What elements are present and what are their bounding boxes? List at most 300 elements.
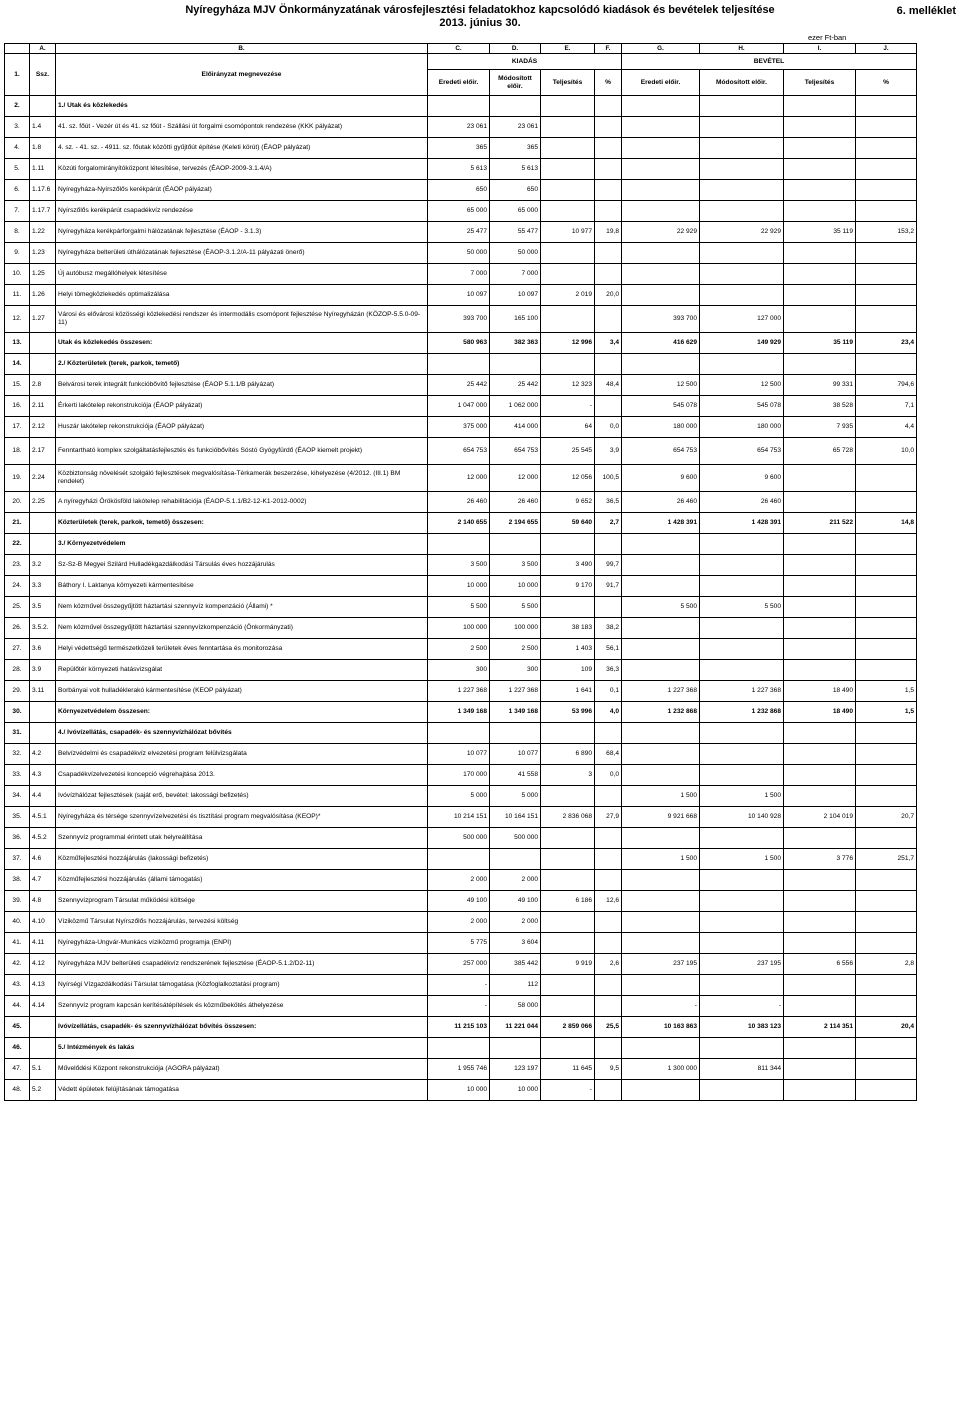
kiadas-pct <box>595 1038 622 1059</box>
kiadas-teljesites <box>541 180 595 201</box>
bevetel-eredeti <box>622 159 700 180</box>
bevetel-pct: 1,5 <box>856 681 917 702</box>
kiadas-modositott: 10 077 <box>490 744 541 765</box>
kiadas-modositott: 100 000 <box>490 618 541 639</box>
kiadas-modositott: 10 000 <box>490 576 541 597</box>
row-description: Belvízvédelmi és csapadékvíz elvezetési program felülvizsgálata <box>56 744 428 765</box>
row-ssz: 4.4 <box>30 786 56 807</box>
bevetel-modositott <box>700 723 784 744</box>
row-number: 41. <box>5 933 30 954</box>
row-ssz: 4.3 <box>30 765 56 786</box>
bevetel-modositott <box>700 660 784 681</box>
row-ssz: 2.24 <box>30 465 56 492</box>
bevetel-pct <box>856 1080 917 1101</box>
bevetel-modositott: 26 460 <box>700 492 784 513</box>
kiadas-pct <box>595 138 622 159</box>
row-description: Új autóbusz megállóhelyek létesítése <box>56 264 428 285</box>
bevetel-modositott <box>700 765 784 786</box>
kiadas-teljesites: 53 996 <box>541 702 595 723</box>
bevetel-eredeti <box>622 933 700 954</box>
row-ssz: 2.8 <box>30 375 56 396</box>
bevetel-teljesites <box>784 660 856 681</box>
kiadas-modositott: 112 <box>490 975 541 996</box>
kiadas-teljesites: 3 <box>541 765 595 786</box>
table-row <box>5 222 917 243</box>
row-ssz: 4.5.2 <box>30 828 56 849</box>
row-description: Nyíregyháza kerékpárforgalmi hálózatának fejlesztése (ÉAOP - 3.1.3) <box>56 222 428 243</box>
kiadas-modositott: 5 000 <box>490 786 541 807</box>
row-description: Nem közművel összegyűjtött háztartási szennyvíz kompenzáció (Állami) * <box>56 597 428 618</box>
kiadas-pct: 3,4 <box>595 333 622 354</box>
table-row <box>5 702 917 723</box>
table-row <box>5 1017 917 1038</box>
bevetel-pct <box>856 996 917 1017</box>
kiadas-teljesites <box>541 723 595 744</box>
table-row <box>5 534 917 555</box>
bevetel-teljesites: 7 935 <box>784 417 856 438</box>
header-ssz: Ssz. <box>30 54 56 96</box>
row-number: 39. <box>5 891 30 912</box>
row-ssz: 2.25 <box>30 492 56 513</box>
col-letter: D. <box>490 44 541 54</box>
bevetel-teljesites <box>784 180 856 201</box>
kiadas-modositott: 1 062 000 <box>490 396 541 417</box>
row-description: Utak és közlekedés összesen: <box>56 333 428 354</box>
kiadas-eredeti: 1 955 746 <box>428 1059 490 1080</box>
table-row <box>5 618 917 639</box>
bevetel-eredeti: 10 163 863 <box>622 1017 700 1038</box>
bevetel-eredeti <box>622 354 700 375</box>
bevetel-teljesites: 38 528 <box>784 396 856 417</box>
row-number: 34. <box>5 786 30 807</box>
kiadas-eredeti: 2 140 655 <box>428 513 490 534</box>
row-ssz <box>30 1017 56 1038</box>
row-description: Borbányai volt hulladéklerakó kármentesítése (KEOP pályázat) <box>56 681 428 702</box>
kiadas-eredeti: - <box>428 996 490 1017</box>
row-ssz: 4.2 <box>30 744 56 765</box>
kiadas-modositott: 49 100 <box>490 891 541 912</box>
bevetel-teljesites <box>784 138 856 159</box>
kiadas-teljesites <box>541 138 595 159</box>
kiadas-pct <box>595 264 622 285</box>
col-letter: H. <box>700 44 784 54</box>
bevetel-modositott: 1 500 <box>700 786 784 807</box>
row-number: 20. <box>5 492 30 513</box>
row-ssz: 3.9 <box>30 660 56 681</box>
bevetel-modositott <box>700 744 784 765</box>
bevetel-eredeti: 180 000 <box>622 417 700 438</box>
row-ssz: 4.8 <box>30 891 56 912</box>
row-description: Közműfejlesztési hozzájárulás (állami támogatás) <box>56 870 428 891</box>
table-row <box>5 1080 917 1101</box>
bevetel-modositott: 149 929 <box>700 333 784 354</box>
bevetel-teljesites <box>784 96 856 117</box>
row-description: Nyíregyháza és térsége szennyvízelvezetési és tisztítási program megvalósítása (KEOP)* <box>56 807 428 828</box>
header-teljesites: Teljesítés <box>784 70 856 96</box>
kiadas-modositott: 165 100 <box>490 306 541 333</box>
bevetel-modositott <box>700 1038 784 1059</box>
kiadas-eredeti: 11 215 103 <box>428 1017 490 1038</box>
kiadas-teljesites: 1 403 <box>541 639 595 660</box>
kiadas-teljesites: 38 183 <box>541 618 595 639</box>
row-description: Ivóvízhálózat fejlesztések (saját erő, bevétel: lakossági befizetés) <box>56 786 428 807</box>
table-row <box>5 375 917 396</box>
kiadas-modositott: 1 349 168 <box>490 702 541 723</box>
bevetel-eredeti: 12 500 <box>622 375 700 396</box>
bevetel-eredeti: 1 300 000 <box>622 1059 700 1080</box>
kiadas-pct <box>595 1080 622 1101</box>
row-number: 27. <box>5 639 30 660</box>
bevetel-eredeti <box>622 201 700 222</box>
bevetel-pct: 794,6 <box>856 375 917 396</box>
bevetel-teljesites <box>784 765 856 786</box>
bevetel-teljesites <box>784 975 856 996</box>
header-modositott: Módosított előir. <box>700 70 784 96</box>
kiadas-modositott: 382 363 <box>490 333 541 354</box>
header-eredeti: Eredeti előir. <box>428 70 490 96</box>
bevetel-pct <box>856 660 917 681</box>
kiadas-modositott: 58 000 <box>490 996 541 1017</box>
kiadas-modositott <box>490 534 541 555</box>
kiadas-modositott: 55 477 <box>490 222 541 243</box>
kiadas-teljesites: 3 490 <box>541 555 595 576</box>
kiadas-teljesites: 6 890 <box>541 744 595 765</box>
bevetel-eredeti <box>622 555 700 576</box>
table-row <box>5 438 917 465</box>
row-number: 45. <box>5 1017 30 1038</box>
kiadas-teljesites: - <box>541 396 595 417</box>
kiadas-teljesites: 25 545 <box>541 438 595 465</box>
row-number: 26. <box>5 618 30 639</box>
kiadas-teljesites <box>541 117 595 138</box>
kiadas-pct: 38,2 <box>595 618 622 639</box>
row-description: Közterületek (terek, parkok, temető) összesen: <box>56 513 428 534</box>
row-number: 21. <box>5 513 30 534</box>
column-letters-row <box>5 44 917 54</box>
kiadas-pct <box>595 975 622 996</box>
row-number: 35. <box>5 807 30 828</box>
bevetel-eredeti: 654 753 <box>622 438 700 465</box>
bevetel-teljesites <box>784 639 856 660</box>
table-row <box>5 243 917 264</box>
bevetel-eredeti: 1 500 <box>622 849 700 870</box>
bevetel-pct <box>856 975 917 996</box>
row-number: 19. <box>5 465 30 492</box>
row-number: 5. <box>5 159 30 180</box>
kiadas-teljesites <box>541 933 595 954</box>
header-name: Előirányzat megnevezése <box>56 54 428 96</box>
row-number: 2. <box>5 96 30 117</box>
bevetel-eredeti: 545 078 <box>622 396 700 417</box>
table-row <box>5 975 917 996</box>
row-description: Báthory I. Laktanya környezeti kármentesítése <box>56 576 428 597</box>
col-letter: J. <box>856 44 917 54</box>
table-row <box>5 870 917 891</box>
row-ssz: 1.23 <box>30 243 56 264</box>
bevetel-eredeti <box>622 117 700 138</box>
table-row <box>5 1059 917 1080</box>
bevetel-modositott: 1 227 368 <box>700 681 784 702</box>
kiadas-pct <box>595 306 622 333</box>
row-number: 29. <box>5 681 30 702</box>
bevetel-teljesites: 6 556 <box>784 954 856 975</box>
row-number: 6. <box>5 180 30 201</box>
bevetel-modositott: 180 000 <box>700 417 784 438</box>
kiadas-modositott: 10 164 151 <box>490 807 541 828</box>
bevetel-pct <box>856 159 917 180</box>
kiadas-pct <box>595 396 622 417</box>
bevetel-teljesites <box>784 1080 856 1101</box>
kiadas-pct: 100,5 <box>595 465 622 492</box>
kiadas-teljesites <box>541 1038 595 1059</box>
table-row <box>5 180 917 201</box>
bevetel-eredeti <box>622 96 700 117</box>
bevetel-modositott <box>700 534 784 555</box>
row-description: 2./ Közterületek (terek, parkok, temető) <box>56 354 428 375</box>
bevetel-modositott: 127 000 <box>700 306 784 333</box>
bevetel-pct <box>856 1059 917 1080</box>
bevetel-modositott <box>700 354 784 375</box>
kiadas-pct: 36,3 <box>595 660 622 681</box>
kiadas-teljesites: 109 <box>541 660 595 681</box>
bevetel-teljesites: 99 331 <box>784 375 856 396</box>
bevetel-modositott <box>700 828 784 849</box>
kiadas-teljesites <box>541 264 595 285</box>
bevetel-modositott <box>700 138 784 159</box>
bevetel-teljesites: 2 114 351 <box>784 1017 856 1038</box>
kiadas-modositott: 10 000 <box>490 1080 541 1101</box>
row-number: 48. <box>5 1080 30 1101</box>
table-row <box>5 201 917 222</box>
bevetel-teljesites: 35 119 <box>784 333 856 354</box>
bevetel-eredeti <box>622 1038 700 1059</box>
col-letter: F. <box>595 44 622 54</box>
bevetel-teljesites <box>784 912 856 933</box>
bevetel-modositott <box>700 618 784 639</box>
table-row <box>5 681 917 702</box>
row-description: 41. sz. főút - Vezér út és 41. sz főút - Szállási út forgalmi csomópontok rendezése (KKK pályázat) <box>56 117 428 138</box>
kiadas-eredeti: 12 000 <box>428 465 490 492</box>
bevetel-modositott <box>700 1080 784 1101</box>
bevetel-pct: 20,7 <box>856 807 917 828</box>
row-description: Védett épületek felújításának támogatása <box>56 1080 428 1101</box>
col-letter: B. <box>56 44 428 54</box>
kiadas-pct <box>595 723 622 744</box>
kiadas-eredeti: 1 349 168 <box>428 702 490 723</box>
kiadas-eredeti: 50 000 <box>428 243 490 264</box>
kiadas-pct <box>595 201 622 222</box>
row-ssz: 4.11 <box>30 933 56 954</box>
kiadas-eredeti: 393 700 <box>428 306 490 333</box>
kiadas-teljesites: 2 859 066 <box>541 1017 595 1038</box>
table-row <box>5 465 917 492</box>
kiadas-teljesites: 12 056 <box>541 465 595 492</box>
kiadas-teljesites: - <box>541 1080 595 1101</box>
kiadas-modositott: 12 000 <box>490 465 541 492</box>
table-row <box>5 996 917 1017</box>
table-row <box>5 159 917 180</box>
row-number: 43. <box>5 975 30 996</box>
bevetel-modositott: 10 383 123 <box>700 1017 784 1038</box>
table-row <box>5 96 917 117</box>
kiadas-modositott: 41 558 <box>490 765 541 786</box>
kiadas-modositott: 1 227 368 <box>490 681 541 702</box>
row-description: Közműfejlesztési hozzájárulás (lakossági befizetés) <box>56 849 428 870</box>
bevetel-modositott <box>700 975 784 996</box>
table-row <box>5 354 917 375</box>
kiadas-pct: 0,0 <box>595 417 622 438</box>
kiadas-teljesites <box>541 996 595 1017</box>
row-ssz <box>30 702 56 723</box>
bevetel-eredeti <box>622 264 700 285</box>
bevetel-modositott <box>700 243 784 264</box>
bevetel-modositott <box>700 117 784 138</box>
kiadas-pct <box>595 117 622 138</box>
annex-label: 6. melléklet <box>896 5 956 17</box>
table-row <box>5 639 917 660</box>
row-ssz: 3.5.2. <box>30 618 56 639</box>
row-description: 3./ Környezetvédelem <box>56 534 428 555</box>
kiadas-modositott: 50 000 <box>490 243 541 264</box>
table-row <box>5 807 917 828</box>
kiadas-eredeti: 5 000 <box>428 786 490 807</box>
kiadas-pct: 48,4 <box>595 375 622 396</box>
table-row <box>5 1038 917 1059</box>
bevetel-modositott: - <box>700 996 784 1017</box>
kiadas-teljesites <box>541 96 595 117</box>
row-number: 36. <box>5 828 30 849</box>
bevetel-teljesites <box>784 1038 856 1059</box>
kiadas-pct: 12,6 <box>595 891 622 912</box>
bevetel-pct <box>856 354 917 375</box>
row-description: Ivóvízellátás, csapadék- és szennyvízhálózat bővítés összesen: <box>56 1017 428 1038</box>
bevetel-teljesites <box>784 597 856 618</box>
bevetel-teljesites <box>784 723 856 744</box>
row-description: Helyi védettségű természetközeli területek éves fenntartása és monitorozása <box>56 639 428 660</box>
row-number: 4. <box>5 138 30 159</box>
col-letter: G. <box>622 44 700 54</box>
row-ssz: 1.26 <box>30 285 56 306</box>
header-pct: % <box>595 70 622 96</box>
kiadas-eredeti: 49 100 <box>428 891 490 912</box>
kiadas-modositott: 7 000 <box>490 264 541 285</box>
kiadas-modositott <box>490 849 541 870</box>
kiadas-pct <box>595 786 622 807</box>
bevetel-modositott <box>700 555 784 576</box>
table-row <box>5 597 917 618</box>
kiadas-eredeti: 500 000 <box>428 828 490 849</box>
kiadas-modositott: 25 442 <box>490 375 541 396</box>
row-number: 46. <box>5 1038 30 1059</box>
kiadas-pct: 36,5 <box>595 492 622 513</box>
bevetel-teljesites <box>784 618 856 639</box>
row-ssz <box>30 1038 56 1059</box>
kiadas-pct: 27,9 <box>595 807 622 828</box>
kiadas-eredeti <box>428 849 490 870</box>
row-number: 32. <box>5 744 30 765</box>
row-description: Nyírségi Vízgazdálkodási Társulat támogatása (Közfoglalkoztatási program) <box>56 975 428 996</box>
kiadas-modositott: 300 <box>490 660 541 681</box>
row-description: Csapadékvízelvezetési koncepció végrehajtása 2013. <box>56 765 428 786</box>
bevetel-pct <box>856 285 917 306</box>
kiadas-pct: 91,7 <box>595 576 622 597</box>
kiadas-eredeti: 2 000 <box>428 912 490 933</box>
bevetel-pct <box>856 828 917 849</box>
row-ssz: 4.12 <box>30 954 56 975</box>
kiadas-eredeti: 100 000 <box>428 618 490 639</box>
kiadas-modositott <box>490 354 541 375</box>
row-number: 40. <box>5 912 30 933</box>
report-table <box>4 43 917 1101</box>
row-number: 16. <box>5 396 30 417</box>
row-number: 11. <box>5 285 30 306</box>
kiadas-modositott: 65 000 <box>490 201 541 222</box>
table-row <box>5 138 917 159</box>
bevetel-eredeti: 1 227 368 <box>622 681 700 702</box>
bevetel-pct <box>856 723 917 744</box>
kiadas-pct <box>595 828 622 849</box>
kiadas-teljesites <box>541 849 595 870</box>
bevetel-teljesites <box>784 285 856 306</box>
bevetel-pct: 23,4 <box>856 333 917 354</box>
kiadas-modositott: 3 604 <box>490 933 541 954</box>
row-number: 33. <box>5 765 30 786</box>
bevetel-eredeti: 5 500 <box>622 597 700 618</box>
kiadas-teljesites <box>541 597 595 618</box>
bevetel-pct <box>856 744 917 765</box>
bevetel-pct <box>856 465 917 492</box>
row-ssz: 5.1 <box>30 1059 56 1080</box>
bevetel-teljesites <box>784 264 856 285</box>
bevetel-modositott <box>700 180 784 201</box>
kiadas-pct: 2,6 <box>595 954 622 975</box>
bevetel-pct: 10,0 <box>856 438 917 465</box>
row-number: 3. <box>5 117 30 138</box>
kiadas-modositott: 414 000 <box>490 417 541 438</box>
bevetel-modositott: 654 753 <box>700 438 784 465</box>
bevetel-eredeti: 393 700 <box>622 306 700 333</box>
row-ssz: 1.8 <box>30 138 56 159</box>
kiadas-eredeti: 26 460 <box>428 492 490 513</box>
kiadas-modositott: 123 197 <box>490 1059 541 1080</box>
bevetel-eredeti: 1 500 <box>622 786 700 807</box>
row-description: Belvárosi terek integrált funkcióbővítő fejlesztése (ÉAOP 5.1.1/B pályázat) <box>56 375 428 396</box>
kiadas-teljesites: 9 919 <box>541 954 595 975</box>
col-letter: E. <box>541 44 595 54</box>
kiadas-modositott: 3 500 <box>490 555 541 576</box>
col-letter: A. <box>30 44 56 54</box>
row-ssz: 1.22 <box>30 222 56 243</box>
row-description: Repülőtér környezeti hatásvizsgálat <box>56 660 428 681</box>
bevetel-eredeti <box>622 138 700 159</box>
kiadas-eredeti: 65 000 <box>428 201 490 222</box>
kiadas-pct <box>595 912 622 933</box>
row-ssz: 2.11 <box>30 396 56 417</box>
bevetel-pct: 4,4 <box>856 417 917 438</box>
bevetel-pct <box>856 891 917 912</box>
kiadas-pct: 4,0 <box>595 702 622 723</box>
row-ssz: 3.5 <box>30 597 56 618</box>
kiadas-modositott: 2 194 655 <box>490 513 541 534</box>
bevetel-modositott <box>700 870 784 891</box>
table-row <box>5 576 917 597</box>
kiadas-eredeti: 10 097 <box>428 285 490 306</box>
kiadas-eredeti: 1 047 000 <box>428 396 490 417</box>
row-description: Nyíregyháza-Ungvár-Munkács víziközmű programja (ENPI) <box>56 933 428 954</box>
row-description: Víziközmű Társulat Nyírszőlős hozzájárulás, tervezési költség <box>56 912 428 933</box>
kiadas-modositott: 23 061 <box>490 117 541 138</box>
bevetel-pct <box>856 618 917 639</box>
